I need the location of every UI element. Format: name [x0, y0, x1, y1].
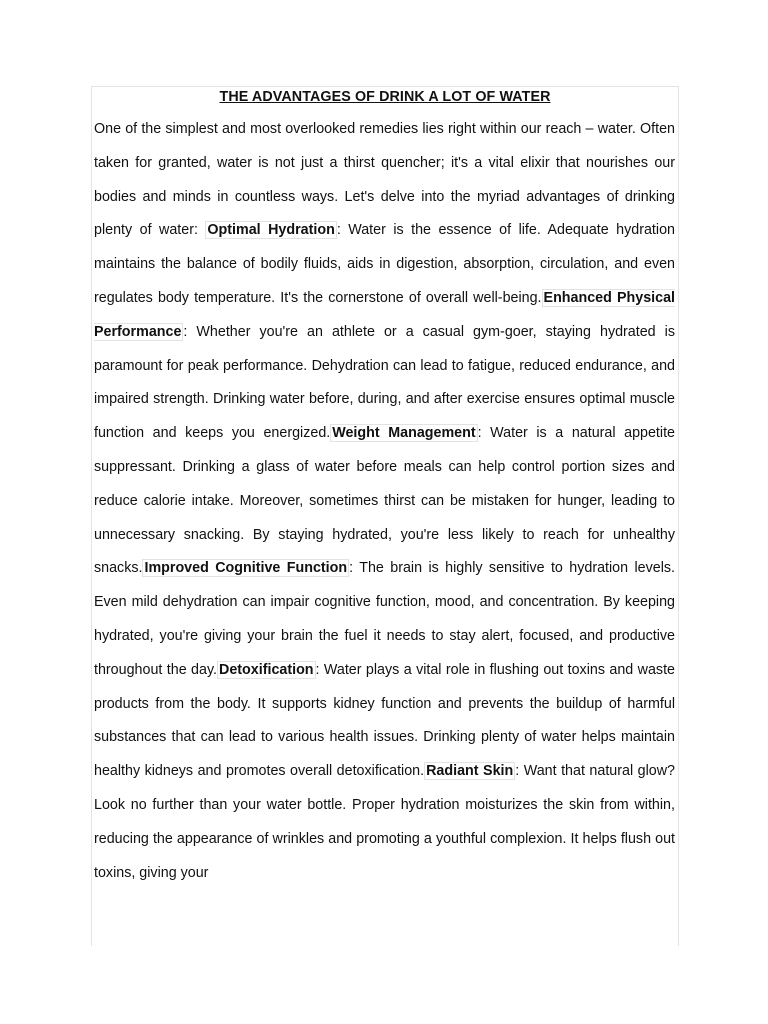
document-title: THE ADVANTAGES OF DRINK A LOT OF WATER [219, 89, 551, 105]
section-text-enhanced-physical-performance: : Whether you're an athlete or a casual gym-goer, staying hydrated is paramount for peak performance. Dehydration can lead to fatigue, reduced endurance, and impaired strength. Drinking water before, during, and after exercise ensures optimal muscle function and keeps you energized. [94, 323, 675, 442]
section-text-improved-cognitive-function: : The brain is highly sensitive to hydration levels. Even mild dehydration can impair cognitive function, mood, and concentration. By keeping hydrated, you're giving your brain the fuel it needs to stay alert, focused, and productive throughout the day. [94, 560, 676, 678]
document-body [92, 107, 678, 890]
heading-optimal-hydration: Optimal Hydration [207, 222, 335, 239]
section-text-detoxification: : Water plays a vital role in flushing out toxins and waste products from the body. It supports kidney function and prevents the buildup of harmful substances that can lead to various health issues. Drinking plenty of water helps maintain healthy kidneys and promotes overall detoxification. [94, 661, 675, 780]
section-text-radiant-skin: : Want that natural glow? Look no further than your water bottle. Proper hydration moisturizes the skin from within, reducing the appearance of wrinkles and promoting a youthful complexion. It helps flush out toxins, giving your [94, 763, 676, 881]
section-text-weight-management: : Water is a natural appetite suppressant. Drinking a glass of water before meals can help control portion sizes and reduce calorie intake. Moreover, sometimes thirst can be mistaken for hunger, leading to unnecessary snacking. By staying hydrated, you're less likely to reach for unhealthy snacks. [94, 425, 675, 577]
section-text-optimal-hydration: : Water is the essence of life. Adequate hydration maintains the balance of bodily fluids, aids in digestion, absorption, circulation, and even regulates body temperature. It's the cornerstone of overall well-being. [94, 222, 675, 306]
heading-enhanced-physical-performance: Enhanced Physical Performance [94, 289, 676, 340]
heading-radiant-skin: Radiant Skin [426, 763, 514, 780]
intro-text: One of the simplest and most overlooked remedies lies right within our reach – water. Often taken for granted, water is not just a thirst quencher; it's a vital elixir that nourishes our bodies and minds in countless ways. Let's delve into the myriad advantages of drinking plenty of water: [94, 121, 675, 239]
document-page [91, 86, 679, 946]
heading-detoxification: Detoxification [219, 661, 314, 678]
heading-weight-management: Weight Management [332, 425, 476, 442]
heading-improved-cognitive-function: Improved Cognitive Function [144, 560, 348, 577]
